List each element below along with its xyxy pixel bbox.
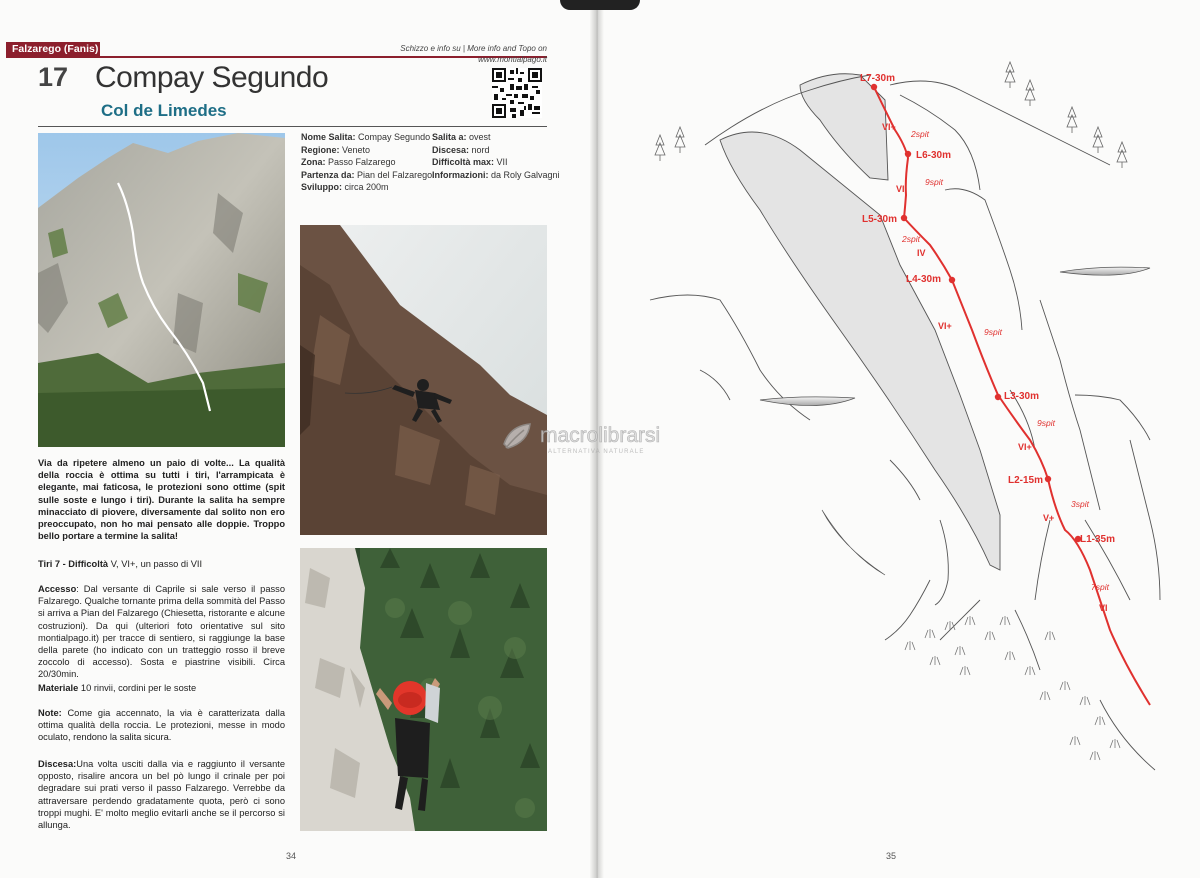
- info-row-region: Regione: Veneto: [301, 144, 371, 155]
- route-info-col2: [432, 131, 560, 181]
- info-row-length: Sviluppo: circa 200m: [301, 182, 389, 192]
- route-info-col1: [301, 131, 432, 194]
- climber-photo-2: [300, 548, 547, 831]
- more-info: [347, 44, 547, 64]
- spit-label: 7spit: [1091, 582, 1109, 592]
- grass-tufts-icon: [905, 616, 1120, 760]
- belay-label: L6-30m: [916, 150, 952, 161]
- belay-label: L1-35m: [1080, 534, 1116, 545]
- grade-label: V+: [1043, 513, 1055, 523]
- descent-text: Discesa:Una volta usciti dalla via e raggiunto il versante opposto, risalire ancora un bel pò lungo il crinale per poi degradare sui prati verso il passo Falzarego. Verrebbe da attraversare perdendo gradatamente quota, però ci sono troppi mughi. E' molto meglio evitarli anche se il percorso si allunga.: [38, 759, 285, 831]
- belay-label: L3-30m: [1004, 391, 1040, 402]
- info-row-source: Informazioni: da Roly Galvagni: [432, 169, 560, 180]
- info-row-descent: Discesa: nord: [432, 144, 490, 155]
- more-info-text: Schizzo e info su | More info and Topo on: [400, 44, 547, 53]
- spit-label: 3spit: [1071, 499, 1089, 509]
- route-number: 17: [38, 62, 69, 92]
- access-text: Accesso: Dal versante di Caprile si sale verso il passo Falzarego. Qualche tornante prima della sommità del Passo si arriva a Pian del Falzarego (Chiesetta, ristorante e alcune costruzioni). Da qui (ulteriori foto orientative sul sito montialpago.it) per tracce di sentiero, si raggiunge la base della parete (ho indicato con un tratteggio rosso il breve zoccolo di accesso). Sosta e piastrine visibili. Circa 20/30min.: [38, 584, 286, 680]
- cliff-photo: [38, 133, 285, 447]
- spit-label: 2spit: [902, 234, 920, 244]
- watermark-subtext: ALTERNATIVA NATURALE: [548, 449, 645, 455]
- qr-code[interactable]: [492, 67, 542, 119]
- grade-label: VI: [1099, 603, 1108, 613]
- rock-slab-main: [720, 132, 1000, 570]
- watermark-text: macrolibrarsi: [540, 424, 661, 447]
- more-info-url[interactable]: www.montialpago.it: [478, 55, 547, 64]
- info-row-zone: Zona: Passo Falzarego: [301, 157, 396, 167]
- belay-label: L2-15m: [1008, 475, 1044, 486]
- info-row-name: Nome Salita: Compay Segundo: [301, 132, 431, 142]
- leaf-logo-icon: [504, 424, 530, 448]
- gear-text: Materiale 10 rinvii, cordini per le soste: [38, 683, 197, 693]
- mountain-name: Col de Limedes: [101, 101, 227, 120]
- grade-label: VII: [896, 184, 908, 194]
- notes-text: Note: Come gia accennato, la via è caratterizata dalla ottima qualità della roccia. Le protezioni, messe in modo oculato, rendono la salita sicura.: [38, 708, 285, 743]
- watermark: [500, 418, 720, 458]
- info-row-aspect: Salita a: ovest: [432, 132, 491, 142]
- route-title: Compay Segundo: [95, 61, 329, 94]
- belay-label: L5-30m: [862, 214, 898, 225]
- title-rule: [38, 126, 547, 127]
- section-tag: Falzarego (Fanis): [6, 42, 100, 56]
- grade-label: VI+: [882, 122, 896, 132]
- spit-label: 9spit: [925, 177, 943, 187]
- grade-label: VI+: [1018, 442, 1032, 452]
- grade-label: IV: [917, 248, 926, 258]
- belay-label: L7-30m: [860, 73, 896, 84]
- spit-label: 9spit: [984, 327, 1002, 337]
- page-number-right: 35: [886, 851, 897, 861]
- belay-label: L4-30m: [906, 274, 942, 285]
- pitches-line: Tiri 7 - Difficoltà V, VI+, un passo di VII: [38, 559, 203, 569]
- climber-photo-1: [300, 225, 547, 535]
- info-row-start: Partenza da: Pian del Falzarego: [301, 169, 433, 180]
- spit-label: 9spit: [1037, 418, 1055, 428]
- intro-text: Via da ripetere almeno un paio di volte... La qualità della roccia è ottima su tutti i tiri, l'arrampicata è elegante, mai faticosa, le protezioni sono ottime (spit sulle soste e lungo i tiri). Durante la salita ha sempre minacciato di piovere, diversamente dal solito non ero preoccupato, non ho mai pensato alle doppie. Troppo bello portare a termine la salita!: [38, 458, 285, 542]
- book-spine-top: [560, 0, 640, 10]
- page-number-left: 34: [286, 851, 297, 861]
- grade-label: VI+: [938, 321, 952, 331]
- info-row-grade: Difficoltà max: VII: [432, 157, 508, 167]
- spit-label: 2spit: [911, 129, 929, 139]
